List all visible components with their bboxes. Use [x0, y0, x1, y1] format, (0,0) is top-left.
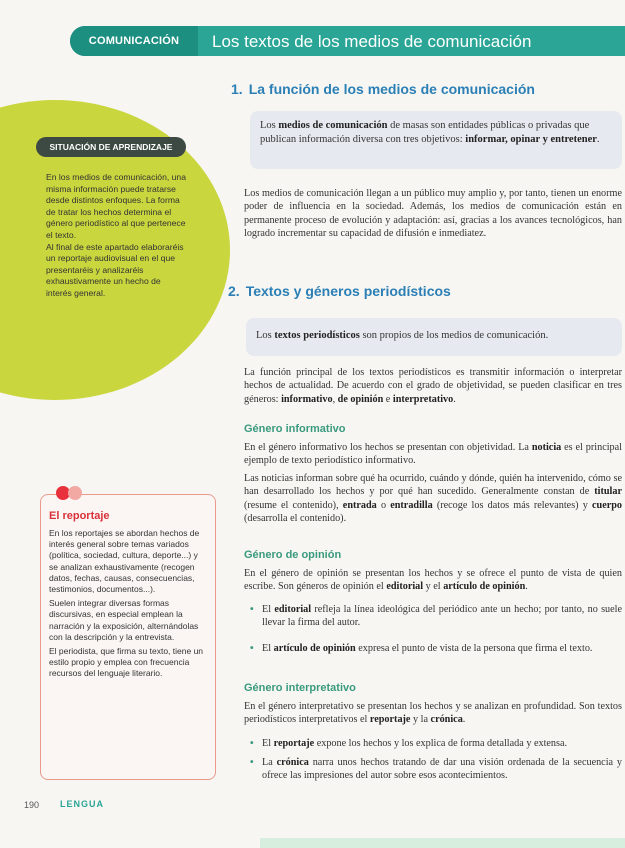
text: de masas son entidades públicas o privadas que publican información diversa con tres objetivos: [260, 120, 590, 145]
interpretativo-bullet-reportaje [250, 737, 622, 750]
section-2-heading [228, 283, 451, 299]
text: expresa el punto de vista de la persona que firma el texto. [355, 643, 593, 654]
term-entrada: entrada [342, 499, 377, 511]
term-informativo: informativo [281, 393, 333, 405]
decorative-dots-icon [56, 486, 92, 502]
section-1-number: 1. [231, 81, 243, 97]
text: El [262, 643, 274, 654]
reportaje-paragraph-3: El periodista, que firma su texto, tiene un estilo propio y emplea con frecuencia recursos del lenguaje literario. [49, 646, 204, 679]
informativo-paragraph-1 [244, 441, 622, 468]
bullet-icon: • [250, 738, 254, 749]
text: o [376, 499, 391, 511]
text: son propios de los medios de comunicación. [359, 330, 549, 341]
section-2-title: Textos y géneros periodísticos [245, 283, 451, 299]
term-noticia: noticia [531, 442, 562, 453]
interpretativo-bullet-cronica [250, 756, 622, 783]
reportaje-text [49, 528, 207, 683]
term-reportaje: reportaje [369, 714, 411, 726]
opinion-bullet-editorial [250, 603, 622, 630]
reportaje-title: El reportaje [49, 510, 110, 522]
chapter-header [0, 26, 625, 56]
text: La [262, 757, 277, 768]
situacion-paragraph-1: En los medios de comunicación, una misma información puede tratarse desde distintos enfoques. La forma de tratar los hechos determina el género periodístico al que pertenece el texto. [46, 172, 186, 240]
text: (recoge los datos más relevantes) y [432, 499, 593, 511]
term-objetivos: informar, opinar y entretener [465, 134, 597, 145]
section-2-paragraph [244, 366, 622, 406]
bottom-decoration [260, 838, 625, 848]
text: El [262, 604, 275, 615]
term-titular: titular [594, 486, 622, 498]
section-1-definition-box [250, 111, 622, 169]
text: refleja la línea ideológica del periódico ante un hecho; por tanto, no suele llevar la firma del autor. [262, 604, 622, 629]
informativo-paragraph-2 [244, 472, 622, 526]
opinion-paragraph [244, 567, 622, 594]
informativo-heading: Género informativo [244, 423, 346, 435]
bullet-icon: • [250, 643, 254, 654]
opinion-heading: Género de opinión [244, 549, 342, 561]
pink-dot-icon [68, 486, 82, 500]
section-1-title: La función de los medios de comunicación [248, 81, 535, 97]
subject-label: LENGUA [60, 799, 104, 809]
term-medios: medios de comunicación [278, 120, 388, 131]
text: En el género informativo los hechos se presentan con objetividad. La [244, 442, 532, 453]
term-opinion: de opinión [337, 393, 384, 405]
text: narra unos hechos tratando de dar una visión ordenada de la secuencia y ofrece las impresiones del autor sobre esos acontecimientos. [262, 757, 623, 782]
section-1-heading [231, 81, 535, 97]
chapter-title: Los textos de los medios de comunicación [212, 32, 532, 51]
text: En el género interpretativo se presentan los hechos y se analizan en profundidad. Son textos periodísticos interpretativos el [244, 701, 622, 726]
text: . [462, 714, 466, 726]
situacion-paragraph-2: Al final de este apartado elaboraréis un reportaje audiovisual en el que presentaréis y analizaréis exhaustivamente un hecho de interés general. [46, 241, 184, 298]
text: , [332, 393, 338, 405]
term: crónica [276, 757, 309, 768]
situacion-tag: SITUACIÓN DE APRENDIZAJE [36, 137, 186, 157]
bullet-icon: • [250, 757, 254, 768]
bullet-icon: • [250, 604, 254, 615]
term-editorial: editorial [386, 581, 424, 593]
situacion-text [46, 172, 186, 300]
text: es el principal ejemplo de texto periodístico informativo. [244, 442, 622, 467]
text: En el género de opinión se presentan los hechos y se ofrece el punto de vista de quien escribe. Son géneros de opinión el [244, 568, 622, 593]
text: Los [256, 330, 275, 341]
text: y el [423, 581, 444, 593]
text: (resume el contenido), [244, 499, 343, 511]
interpretativo-paragraph [244, 700, 622, 727]
opinion-bullet-articulo [250, 642, 622, 655]
text: Las noticias informan sobre qué ha ocurrido, cuándo y dónde, quién ha intervenido, cómo se han desarrollado los hechos y por qué han sucedido. Generalmente constan de [244, 473, 622, 498]
text: y la [410, 714, 431, 726]
text: El [262, 738, 274, 749]
text: . [596, 134, 600, 145]
page-number: 190 [24, 800, 40, 810]
text: . [453, 393, 456, 405]
text: expone los hechos y los explica de forma detallada y extensa. [314, 738, 568, 749]
term: artículo de opinión [273, 643, 356, 654]
term-articulo: artículo de opinión [443, 581, 526, 593]
section-1-paragraph: Los medios de comunicación llegan a un público muy amplio y, por tanto, tienen un enorme poder de influencia en la sociedad. Además, los medios de comunicación están en permanente proceso de evolución y adaptación: así, gracias a los avances tecnológicos, han logrado incrementar su capacidad de difusión e inmediatez. [244, 188, 622, 240]
text: e [383, 393, 393, 405]
term-entradilla: entradilla [390, 499, 433, 511]
interpretativo-heading: Género interpretativo [244, 682, 356, 694]
text: (desarrolla el contenido). [244, 513, 347, 525]
text: Los [260, 120, 279, 131]
term-cuerpo: cuerpo [592, 499, 623, 511]
text: . [525, 581, 528, 593]
section-tag: COMUNICACIÓN [70, 26, 198, 56]
term-textos: textos periodísticos [274, 330, 360, 341]
term: editorial [274, 604, 312, 615]
term-cronica: crónica [430, 714, 463, 726]
term-interpretativo: interpretativo [392, 393, 454, 405]
section-2-definition-box [246, 318, 622, 356]
reportaje-paragraph-1: En los reportajes se abordan hechos de interés general sobre temas variados (política, sociedad, cultura, deporte...) y se analizan exhaustivamente (recogen datos, fechas, causas, consecuencias, testimonios, documentos...). [49, 528, 200, 595]
reportaje-paragraph-2: Suelen integrar diversas formas discursivas, en especial emplean la narración y la exposición, alternándolas con la descripción y la entrevista. [49, 598, 199, 642]
section-2-number: 2. [228, 283, 240, 299]
term: reportaje [273, 738, 315, 749]
text: La función principal de los textos periodísticos es transmitir información o interpretar hechos de actualidad. De acuerdo con el grado de objetividad, se pueden clasificar en tres géneros: [244, 367, 622, 405]
